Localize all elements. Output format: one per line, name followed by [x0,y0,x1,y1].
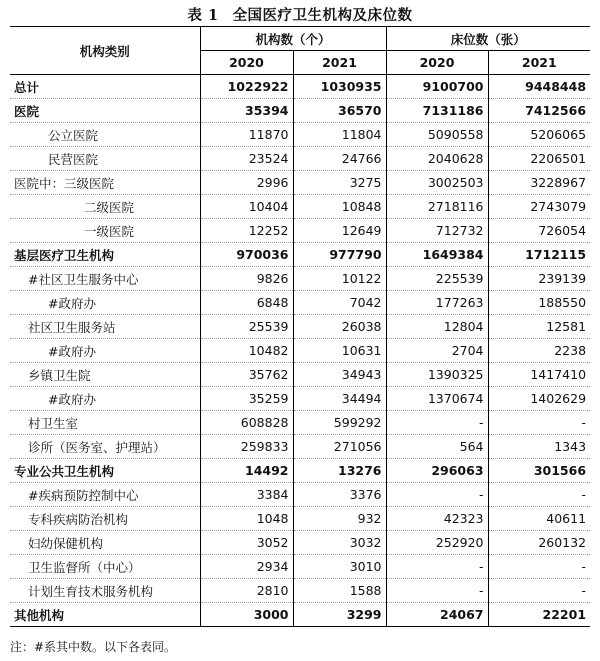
table-row [10,435,590,459]
row-label: 村卫生室 [10,411,200,435]
cell-value: 932 [293,507,386,531]
cell-value: 1649384 [386,243,488,267]
cell-value: 12649 [293,219,386,243]
table-row [10,219,590,243]
table-row [10,243,590,267]
cell-value: 2040628 [386,147,488,171]
header-year: 2020 [386,51,488,75]
cell-value: 3032 [293,531,386,555]
cell-value: - [488,579,590,603]
table-row [10,267,590,291]
cell-value: 6848 [200,291,293,315]
row-label: 总计 [10,75,200,99]
table-row [10,75,590,99]
table-title [0,4,600,25]
cell-value: 1417410 [488,363,590,387]
cell-value: 3228967 [488,171,590,195]
cell-value: 1370674 [386,387,488,411]
cell-value: 7131186 [386,99,488,123]
cell-value: 10631 [293,339,386,363]
row-label: #政府办 [10,339,200,363]
cell-value: 35259 [200,387,293,411]
cell-value: 726054 [488,219,590,243]
table-row [10,579,590,603]
cell-value: 22201 [542,607,587,622]
cell-value: 34943 [293,363,386,387]
cell-value: 12581 [488,315,590,339]
table-row [10,459,590,483]
cell-value: 296063 [386,459,488,483]
row-label: 公立医院 [10,123,200,147]
cell-value: 35394 [200,99,293,123]
row-label: 医院 [10,99,200,123]
cell-value: 301566 [488,459,590,483]
table-row [10,291,590,315]
cell-value: 24766 [293,147,386,171]
table-row [10,315,590,339]
cell-value: 1048 [200,507,293,531]
row-label: 妇幼保健机构 [10,531,200,555]
row-label: 计划生育技术服务机构 [10,579,200,603]
row-label: 社区卫生服务站 [10,315,200,339]
cell-value: 271056 [293,435,386,459]
cell-value: - [386,579,488,603]
cell-value: 1022922 [200,75,293,99]
cell-value: 5090558 [386,123,488,147]
row-label: #疾病预防控制中心 [10,483,200,507]
table-row [10,147,590,171]
table-row [10,339,590,363]
cell-value: 225539 [386,267,488,291]
cell-value: 3000 [200,603,293,627]
cell-value: 2238 [488,339,590,363]
cell-value: 9100700 [386,75,488,99]
cell-value: 970036 [200,243,293,267]
table-number: 表 1 [187,7,219,24]
cell-value: 259833 [200,435,293,459]
header-year: 2021 [488,51,590,75]
header-institutions: 机构数（个） [200,27,386,51]
cell-value: 9826 [200,267,293,291]
cell-value: 252920 [386,531,488,555]
table-body [10,75,590,627]
table-row [10,603,590,627]
row-label: 专业公共卫生机构 [10,459,200,483]
cell-value: 36570 [293,99,386,123]
cell-value: 10122 [293,267,386,291]
cell-value: 10482 [200,339,293,363]
cell-value: 260132 [488,531,590,555]
row-label: 医院中：三级医院 [10,171,200,195]
cell-value: 2810 [200,579,293,603]
cell-value: 13276 [293,459,386,483]
cell-value: 1588 [293,579,386,603]
cell-value: 2934 [200,555,293,579]
cell-value: 1390325 [386,363,488,387]
cell-value: 12252 [200,219,293,243]
cell-value: 2704 [386,339,488,363]
cell-value: - [386,411,488,435]
table-row [10,411,590,435]
cell-value: 23524 [200,147,293,171]
table-row [10,387,590,411]
cell-value: 35762 [200,363,293,387]
cell-value: 3376 [293,483,386,507]
cell-value: 1712115 [488,243,590,267]
row-label: #政府办 [10,291,200,315]
cell-value: 5206065 [488,123,590,147]
cell-value: 34494 [293,387,386,411]
table-title-text: 全国医疗卫生机构及床位数 [232,7,413,24]
row-label: 诊所（医务室、护理站） [10,435,200,459]
cell-value: 3299 [293,603,386,627]
table-row [10,363,590,387]
cell-value: 11870 [200,123,293,147]
cell-value: 712732 [386,219,488,243]
footnote: 注：#系其中数。以下各表同。 [10,640,177,654]
cell-value: 7042 [293,291,386,315]
cell-value: 3275 [293,171,386,195]
cell-value: 608828 [200,411,293,435]
cell-value: 1030935 [293,75,386,99]
cell-value: 42323 [386,507,488,531]
cell-value: 3002503 [386,171,488,195]
header-year: 2020 [200,51,293,75]
table-row [10,99,590,123]
cell-value: 40611 [488,507,590,531]
row-label: 乡镇卫生院 [10,363,200,387]
table-row [10,507,590,531]
cell-value: 1343 [488,435,590,459]
header-category: 机构类别 [10,27,200,75]
cell-value: 3052 [200,531,293,555]
cell-value: - [488,483,590,507]
row-label: #社区卫生服务中心 [10,267,200,291]
cell-value: 239139 [488,267,590,291]
cell-value: 10848 [293,195,386,219]
header-beds: 床位数（张） [386,27,590,51]
cell-value: 2206501 [488,147,590,171]
cell-value: 564 [386,435,488,459]
row-label: 卫生监督所（中心） [10,555,200,579]
cell-value: - [488,555,590,579]
table-row [10,123,590,147]
row-label: 民营医院 [10,147,200,171]
row-label: #政府办 [10,387,200,411]
cell-value: 11804 [293,123,386,147]
cell-value: 2718116 [386,195,488,219]
cell-value: 188550 [488,291,590,315]
cell-value: 26038 [293,315,386,339]
cell-value: 10404 [200,195,293,219]
row-label: 其他机构 [10,603,200,627]
cell-value: 9448448 [488,75,590,99]
cell-value: 977790 [293,243,386,267]
cell-value: 3010 [293,555,386,579]
cell-value: 3384 [200,483,293,507]
cell-value: 14492 [200,459,293,483]
cell-value: 7412566 [488,99,590,123]
cell-value: 599292 [293,411,386,435]
row-label: 二级医院 [10,195,200,219]
table-row [10,531,590,555]
row-label: 基层医疗卫生机构 [10,243,200,267]
header-year: 2021 [293,51,386,75]
cell-value: 2743079 [488,195,590,219]
cell-value: - [386,483,488,507]
cell-value: 177263 [386,291,488,315]
cell-value: - [386,555,488,579]
table-row [10,483,590,507]
cell-value: - [488,411,590,435]
row-label: 一级医院 [10,219,200,243]
cell-value: 1402629 [488,387,590,411]
table-row [10,171,590,195]
cell-value: 2996 [200,171,293,195]
data-table [10,26,590,627]
cell-value: 12804 [386,315,488,339]
cell-value: 24067 [386,603,488,627]
cell-value: 25539 [200,315,293,339]
row-label: 专科疾病防治机构 [10,507,200,531]
table-row [10,555,590,579]
table-row [10,195,590,219]
